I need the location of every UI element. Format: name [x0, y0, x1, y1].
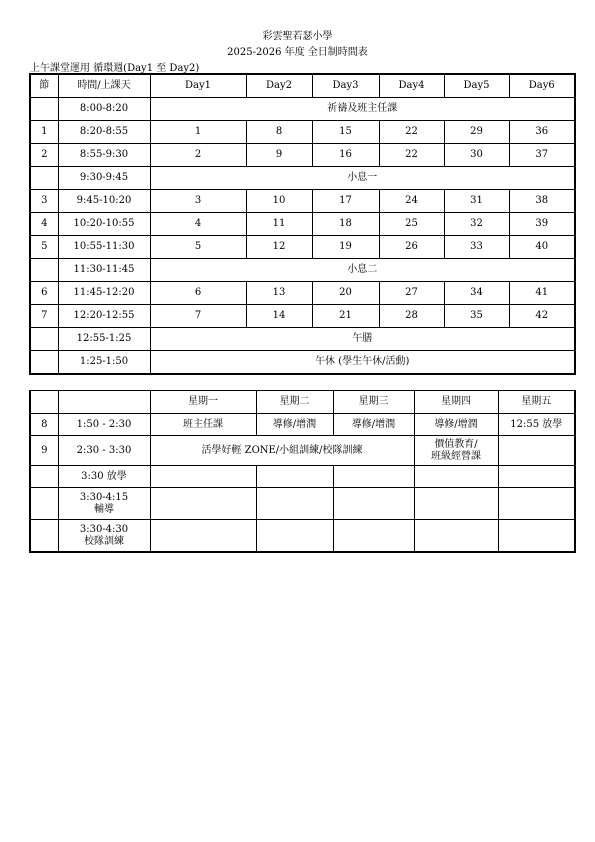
thursday-line-2: 班級經營課	[431, 450, 481, 462]
schedule-cell	[414, 488, 498, 520]
lesson-number-cell: 28	[379, 305, 444, 328]
lesson-number-cell: 42	[509, 305, 575, 328]
schedule-cell	[256, 488, 333, 520]
weekday-header: 星期三	[333, 391, 414, 414]
lesson-number-cell: 19	[312, 236, 379, 259]
weekday-header: 星期四	[414, 391, 498, 414]
time-cell: 8:00-8:20	[58, 98, 150, 121]
schedule-cell	[256, 466, 333, 488]
break-row	[30, 98, 575, 121]
time-cell: 11:30-11:45	[58, 259, 150, 282]
schedule-cell	[333, 466, 414, 488]
lesson-number-cell: 17	[312, 190, 379, 213]
lesson-number-cell: 34	[444, 282, 509, 305]
schedule-cell	[150, 520, 256, 553]
table-row	[30, 282, 575, 305]
break-row	[30, 328, 575, 351]
period-cell	[30, 98, 58, 121]
schedule-cell	[498, 488, 575, 520]
table-row	[30, 305, 575, 328]
table-row	[30, 488, 575, 520]
period-cell: 7	[30, 305, 58, 328]
time-cell	[58, 488, 150, 520]
schedule-cell: 導修/增潤	[256, 414, 333, 436]
weekday-header: 星期一	[150, 391, 256, 414]
lesson-number-cell: 10	[246, 190, 312, 213]
lesson-number-cell: 2	[150, 144, 246, 167]
day-header: Day4	[379, 74, 444, 98]
lesson-number-cell: 30	[444, 144, 509, 167]
weekday-timetable	[29, 390, 576, 553]
lesson-number-cell: 5	[150, 236, 246, 259]
weekday-header-row	[30, 391, 575, 414]
activity-span-cell: 活學好輕 ZONE/小組訓練/校隊訓練	[150, 436, 414, 466]
lesson-number-cell: 25	[379, 213, 444, 236]
table-row	[30, 520, 575, 553]
thursday-line-1: 價值教育/	[434, 438, 478, 450]
lesson-number-cell: 22	[379, 144, 444, 167]
day-header: Day3	[312, 74, 379, 98]
time-cell	[58, 520, 150, 553]
period-cell	[30, 520, 58, 553]
schedule-cell	[414, 520, 498, 553]
schedule-cell: 導修/增潤	[333, 414, 414, 436]
period-cell: 3	[30, 190, 58, 213]
period-cell	[30, 328, 58, 351]
lesson-number-cell: 13	[246, 282, 312, 305]
time-cell: 10:55-11:30	[58, 236, 150, 259]
lesson-number-cell: 26	[379, 236, 444, 259]
lesson-number-cell: 24	[379, 190, 444, 213]
time-cell: 9:30-9:45	[58, 167, 150, 190]
period-header: 節	[30, 74, 58, 98]
schedule-cell	[498, 436, 575, 466]
lesson-number-cell: 7	[150, 305, 246, 328]
period-cell: 8	[30, 414, 58, 436]
schedule-cell	[150, 488, 256, 520]
period-cell: 4	[30, 213, 58, 236]
schedule-cell: 12:55 放學	[498, 414, 575, 436]
school-name: 彩雲聖若瑟小學	[262, 31, 333, 42]
lesson-number-cell: 37	[509, 144, 575, 167]
lesson-number-cell: 40	[509, 236, 575, 259]
lesson-number-cell: 33	[444, 236, 509, 259]
lesson-number-cell: 12	[246, 236, 312, 259]
table-row	[30, 213, 575, 236]
time-cell: 12:20-12:55	[58, 305, 150, 328]
lesson-number-cell: 38	[509, 190, 575, 213]
schedule-cell: 班主任課	[150, 414, 256, 436]
lesson-number-cell: 27	[379, 282, 444, 305]
lesson-number-cell: 35	[444, 305, 509, 328]
lesson-number-cell: 4	[150, 213, 246, 236]
period-cell: 6	[30, 282, 58, 305]
lesson-number-cell: 21	[312, 305, 379, 328]
time-cell: 8:20-8:55	[58, 121, 150, 144]
team-training-label: 校隊訓練	[84, 535, 124, 547]
lesson-number-cell: 41	[509, 282, 575, 305]
schedule-cell	[333, 520, 414, 553]
lesson-number-cell: 14	[246, 305, 312, 328]
time-header: 時間/上課天	[58, 74, 150, 98]
break-row	[30, 167, 575, 190]
lesson-number-cell: 1	[150, 121, 246, 144]
lesson-number-cell: 39	[509, 213, 575, 236]
period-cell	[30, 259, 58, 282]
schedule-cell	[498, 466, 575, 488]
schedule-cell: 導修/增潤	[414, 414, 498, 436]
lesson-number-cell: 22	[379, 121, 444, 144]
time-cell: 3:30 放學	[58, 466, 150, 488]
break-row	[30, 351, 575, 375]
time-cell: 12:55-1:25	[58, 328, 150, 351]
cycle-timetable	[29, 73, 576, 375]
table-row	[30, 144, 575, 167]
period-cell	[30, 391, 58, 414]
table-row	[30, 190, 575, 213]
time-cell: 1:25-1:50	[58, 351, 150, 375]
day-header: Day5	[444, 74, 509, 98]
day-header: Day1	[150, 74, 246, 98]
lesson-number-cell: 29	[444, 121, 509, 144]
header-row	[30, 74, 575, 98]
period-cell	[30, 351, 58, 375]
day-header: Day2	[246, 74, 312, 98]
lesson-number-cell: 11	[246, 213, 312, 236]
span-label-cell: 午休 (學生午休/活動)	[150, 351, 575, 375]
lesson-number-cell: 15	[312, 121, 379, 144]
lesson-number-cell: 20	[312, 282, 379, 305]
period-cell: 9	[30, 436, 58, 466]
break-row	[30, 259, 575, 282]
weekday-header: 星期二	[256, 391, 333, 414]
lesson-number-cell: 16	[312, 144, 379, 167]
table-row	[30, 236, 575, 259]
time-cell: 9:45-10:20	[58, 190, 150, 213]
span-label-cell: 小息一	[150, 167, 575, 190]
table-row	[30, 436, 575, 466]
schedule-cell	[333, 488, 414, 520]
table-row	[30, 121, 575, 144]
schedule-cell	[414, 436, 498, 466]
day-header: Day6	[509, 74, 575, 98]
weekday-header: 星期五	[498, 391, 575, 414]
lesson-number-cell: 31	[444, 190, 509, 213]
span-label-cell: 祈禱及班主任課	[150, 98, 575, 121]
schedule-cell	[256, 520, 333, 553]
lesson-number-cell: 9	[246, 144, 312, 167]
table-row	[30, 414, 575, 436]
period-cell	[30, 167, 58, 190]
time-cell: 1:50 - 2:30	[58, 414, 150, 436]
span-label-cell: 午膳	[150, 328, 575, 351]
lesson-number-cell: 3	[150, 190, 246, 213]
time-cell	[58, 391, 150, 414]
lesson-number-cell: 18	[312, 213, 379, 236]
time-cell: 10:20-10:55	[58, 213, 150, 236]
schedule-cell	[498, 520, 575, 553]
lesson-number-cell: 32	[444, 213, 509, 236]
schedule-cell	[414, 466, 498, 488]
time-cell: 2:30 - 3:30	[58, 436, 150, 466]
period-cell: 5	[30, 236, 58, 259]
section-caption: 上午課堂運用 循環週(Day1 至 Day2)	[30, 63, 200, 74]
time-cell: 11:45-12:20	[58, 282, 150, 305]
period-cell: 1	[30, 121, 58, 144]
schedule-cell	[150, 466, 256, 488]
timetable-title: 2025-2026 年度 全日制時間表	[227, 47, 368, 58]
period-cell	[30, 466, 58, 488]
team-training-time: 3:30-4:30	[79, 523, 129, 535]
period-cell: 2	[30, 144, 58, 167]
time-cell: 8:55-9:30	[58, 144, 150, 167]
table-row	[30, 466, 575, 488]
tutoring-time: 3:30-4:15	[79, 491, 129, 503]
lesson-number-cell: 36	[509, 121, 575, 144]
tutoring-label: 輔導	[94, 503, 114, 515]
lesson-number-cell: 6	[150, 282, 246, 305]
span-label-cell: 小息二	[150, 259, 575, 282]
lesson-number-cell: 8	[246, 121, 312, 144]
period-cell	[30, 488, 58, 520]
